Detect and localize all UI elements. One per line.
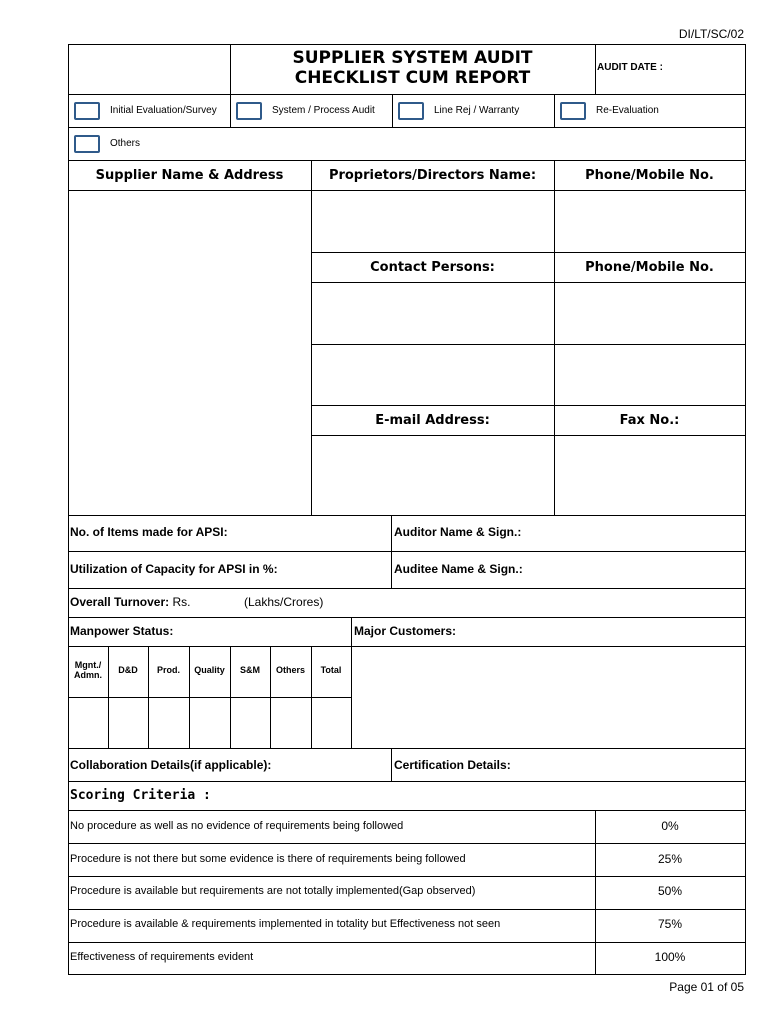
contact-phone-header: Phone/Mobile No. xyxy=(585,260,714,275)
others-label: Others xyxy=(110,138,141,149)
criteria-text: Procedure is available but requirements are not totally implemented(Gap observed) xyxy=(70,885,476,897)
form-title-line1: SUPPLIER SYSTEM AUDIT xyxy=(292,48,533,68)
utilization-label: Utilization of Capacity for APSI in %: xyxy=(70,562,278,576)
line-rej-warranty-checkbox[interactable] xyxy=(398,102,424,120)
re-evaluation-label: Re-Evaluation xyxy=(596,105,659,116)
contact-person-1-field[interactable] xyxy=(312,283,554,344)
auditor-name-label: Auditor Name & Sign.: xyxy=(394,525,522,539)
contact-phone-2-field[interactable] xyxy=(555,345,745,405)
certification-details-label: Certification Details: xyxy=(394,758,511,772)
manpower-status-label: Manpower Status: xyxy=(70,624,174,638)
manpower-others-field[interactable] xyxy=(271,698,311,748)
email-address-header: E-mail Address: xyxy=(375,413,490,428)
criteria-score: 75% xyxy=(657,917,683,931)
manpower-prod-field[interactable] xyxy=(149,698,189,748)
manpower-col-mgnt: Mgnt./ Admn. xyxy=(74,660,102,680)
major-customers-field[interactable] xyxy=(352,647,745,748)
manpower-col-quality: Quality xyxy=(194,665,225,675)
scoring-criteria-label: Scoring Criteria : xyxy=(70,788,211,803)
items-made-label: No. of Items made for APSI: xyxy=(70,525,228,539)
overall-turnover-label: Overall Turnover: xyxy=(70,595,170,609)
supplier-name-address-header: Supplier Name & Address xyxy=(95,168,284,183)
email-address-field[interactable] xyxy=(312,436,554,515)
proprietor-phone-field[interactable] xyxy=(555,191,745,252)
supplier-name-address-field[interactable] xyxy=(69,191,311,515)
others-checkbox[interactable] xyxy=(74,135,100,153)
manpower-total-field[interactable] xyxy=(312,698,351,748)
criteria-score: 0% xyxy=(661,819,679,833)
manpower-sm-field[interactable] xyxy=(231,698,270,748)
manpower-quality-field[interactable] xyxy=(190,698,230,748)
initial-evaluation-label: Initial Evaluation/Survey xyxy=(110,105,217,116)
turnover-currency: Rs. xyxy=(172,595,191,609)
criteria-text: Procedure is not there but some evidence is there of requirements being followed xyxy=(70,853,466,865)
document-code: DI/LT/SC/02 xyxy=(678,27,744,41)
manpower-col-dd: D&D xyxy=(118,665,138,675)
criteria-score: 50% xyxy=(657,884,683,898)
fax-no-field[interactable] xyxy=(555,436,745,515)
criteria-score: 25% xyxy=(657,852,683,866)
auditee-name-label: Auditee Name & Sign.: xyxy=(394,562,523,576)
form-title-line2: CHECKLIST CUM REPORT xyxy=(294,68,531,88)
manpower-col-prod: Prod. xyxy=(156,665,180,675)
collaboration-details-label: Collaboration Details(if applicable): xyxy=(70,758,272,772)
criteria-text: Procedure is available & requirements implemented in totality but Effectiveness not seen xyxy=(70,918,501,930)
manpower-col-others: Others xyxy=(275,665,305,675)
overall-turnover-row xyxy=(70,596,190,608)
re-evaluation-checkbox[interactable] xyxy=(560,102,586,120)
criteria-text: No procedure as well as no evidence of requirements being followed xyxy=(70,820,404,832)
line-rej-warranty-label: Line Rej / Warranty xyxy=(434,105,520,116)
contact-persons-header: Contact Persons: xyxy=(370,260,495,275)
page-number: Page 01 of 05 xyxy=(669,980,744,994)
major-customers-label: Major Customers: xyxy=(354,624,457,638)
system-process-audit-label: System / Process Audit xyxy=(272,105,375,116)
contact-phone-1-field[interactable] xyxy=(555,283,745,344)
audit-date-label: AUDIT DATE : xyxy=(597,62,663,73)
criteria-score: 100% xyxy=(654,950,686,964)
proprietors-field[interactable] xyxy=(312,191,554,252)
turnover-unit: (Lakhs/Crores) xyxy=(244,595,324,609)
contact-person-2-field[interactable] xyxy=(312,345,554,405)
system-process-audit-checkbox[interactable] xyxy=(236,102,262,120)
manpower-dd-field[interactable] xyxy=(109,698,148,748)
phone-mobile-header: Phone/Mobile No. xyxy=(585,168,714,183)
proprietors-directors-header: Proprietors/Directors Name: xyxy=(328,168,537,183)
manpower-col-sm: S&M xyxy=(240,665,260,675)
fax-no-header: Fax No.: xyxy=(619,413,680,428)
manpower-col-total: Total xyxy=(320,665,342,675)
manpower-mgnt-field[interactable] xyxy=(69,698,108,748)
initial-evaluation-checkbox[interactable] xyxy=(74,102,100,120)
criteria-text: Effectiveness of requirements evident xyxy=(70,951,254,963)
